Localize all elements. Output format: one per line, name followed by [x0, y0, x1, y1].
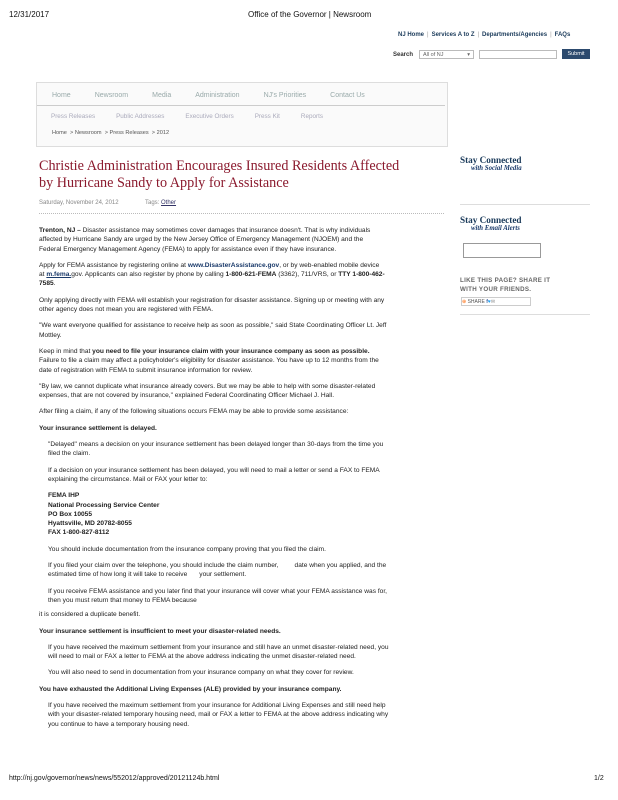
search-label: Search	[393, 52, 414, 58]
print-url: http://nj.gov/governor/news/news/552012/approved/20121124b.html	[9, 775, 220, 782]
stay-connected-heading: Stay Connected	[460, 215, 522, 225]
email-alerts-input[interactable]	[463, 243, 541, 258]
search-submit-button[interactable]: Submit	[562, 49, 590, 59]
text-span: Keep in mind that	[39, 347, 93, 355]
share-prompt	[460, 276, 550, 294]
mailing-address	[48, 491, 449, 537]
toplink-services[interactable]: Services A to Z	[431, 32, 475, 38]
text-line: other agency does not mean you are registered with FEMA.	[39, 306, 214, 314]
text-line	[39, 347, 449, 356]
dateline: Trenton, NJ –	[39, 227, 81, 234]
twitter-icon: ♥	[487, 299, 491, 305]
address-line: PO Box 10055	[48, 510, 92, 518]
text-span: estimated time of how long it will take to receive	[48, 571, 188, 579]
share-label: SHARE	[467, 299, 485, 305]
text-line: "Delayed" means a decision on your insurance settlement has been delayed longer than 30-days from the time you	[48, 441, 384, 449]
paragraph-apply	[39, 261, 449, 270]
text-line: affected by Hurricane Sandy are urged by the New Jersey Office of Emergency Management (NJOEM) and the	[39, 236, 364, 244]
print-title: Office of the Governor | Newsroom	[248, 10, 372, 19]
section-heading: You have exhausted the Additional Living Expenses (ALE) provided by your insurance company.	[39, 685, 342, 693]
article-tags	[145, 200, 176, 206]
subnav-public-addresses[interactable]: Public Addresses	[116, 113, 165, 120]
text-line: it is considered a duplicate benefit.	[39, 611, 141, 619]
toplink-departments[interactable]: Departments/Agencies	[482, 32, 548, 38]
share-prompt-line: WITH YOUR FRIENDS.	[460, 286, 532, 293]
social-media-subheading: with Social Media	[471, 165, 522, 172]
chevron-down-icon: ▾	[467, 52, 470, 58]
text-line	[39, 279, 449, 288]
text-line: Failure to file a claim may affect a policyholder's eligibility for disaster assistance. You have up to 12 months from the	[39, 357, 379, 365]
social-media-block[interactable]	[460, 155, 522, 172]
fema-phone: 1-800-621-FEMA	[225, 271, 277, 279]
tty-phone: TTY 1-800-462-	[338, 271, 385, 279]
print-page-number: 1/2	[594, 775, 604, 782]
text-line: filed the claim.	[48, 450, 91, 458]
text-span: (3362), 711/VRS, or	[276, 271, 339, 279]
text-line: You will also need to send in documentation from your insurance company on what they cover for review.	[48, 669, 354, 677]
share-prompt-line: LIKE THIS PAGE? SHARE IT	[460, 277, 551, 284]
top-links: NJ Home | Services A to Z | Departments/Agencies | FAQs	[398, 32, 571, 38]
text-line	[39, 270, 449, 279]
sidebar-divider	[460, 204, 590, 205]
nav-divider	[37, 105, 445, 106]
text-line: Disaster assistance may sometimes cover damages that insurance doesn't. That is why individuals	[80, 227, 371, 234]
address-line: FEMA IHP	[48, 492, 80, 500]
page-title	[39, 158, 399, 192]
text-line: you continue to have a temporary housing need.	[48, 720, 190, 728]
tty-phone-end: 7585	[39, 280, 54, 288]
print-date: 12/31/2017	[9, 10, 50, 19]
stay-connected-heading: Stay Connected	[460, 155, 522, 165]
text-span: your settlement.	[199, 571, 247, 579]
section-heading: Your insurance settlement is insufficient to meet your disaster-related needs.	[39, 627, 281, 635]
text-line: If a decision on your insurance settlement has been delayed, you will need to mail a letter or send a FAX to FEMA	[48, 466, 380, 474]
text-span: If you filed your claim over the telephone, you should include the claim number,	[48, 562, 279, 570]
text-line	[48, 570, 449, 579]
text-line: Only applying directly with FEMA will establish your registration for disaster assistance. Signing up or meeting with any	[39, 296, 385, 304]
text-span: , or by web-enabled mobile device	[279, 261, 380, 269]
address-line: Hyattsville, MD 20782-8055	[48, 520, 132, 528]
subnav-press-kit[interactable]: Press Kit	[254, 113, 280, 120]
text-span: gov. Applicants can also register by phone by calling	[71, 271, 226, 279]
nav-administration[interactable]: Administration	[195, 92, 240, 99]
text-span: date when you applied, and the	[294, 562, 387, 570]
text-line: with your disaster-related temporary housing need, mail or FAX a letter to FEMA at the above address indicating why	[48, 711, 389, 719]
nav-contact[interactable]: Contact Us	[330, 92, 365, 99]
text-line: If you have received the maximum settlement from your insurance for Additional Living Expenses and still need help	[48, 701, 386, 709]
email-icon: ✉	[490, 299, 496, 305]
title-line-1: Christie Administration Encourages Insured Residents Affected	[39, 158, 400, 174]
address-line: National Processing Service Center	[48, 501, 160, 509]
nav-home[interactable]: Home	[52, 92, 71, 99]
search-scope-select[interactable]	[419, 50, 474, 59]
paragraph-intro	[39, 226, 449, 235]
facebook-icon: f	[486, 299, 488, 305]
disaster-assistance-link[interactable]: www.DisasterAssistance.gov	[187, 261, 280, 269]
mobile-fema-link[interactable]: m.fema.	[46, 271, 72, 279]
text-line: "We want everyone qualified for assistance to receive help as soon as possible," said State Coordinating Officer Lt. Jeff	[39, 322, 387, 330]
text-line	[48, 561, 449, 570]
text-line: then you must return that money to FEMA because	[48, 596, 197, 604]
text-line: Federal Emergency Management Agency (FEMA) to apply for assistance even if they have insurance.	[39, 245, 337, 253]
tags-label: Tags:	[145, 200, 160, 206]
title-divider	[39, 213, 444, 214]
text-line: Mottley.	[39, 331, 62, 339]
search-scope-value: All of NJ	[423, 52, 444, 58]
text-line: date of registration with FEMA to submit insurance information for review.	[39, 366, 253, 374]
emphasis-text: you need to file your insurance claim with your insurance company as soon as possible.	[92, 347, 370, 355]
toplink-faqs[interactable]: FAQs	[554, 32, 571, 38]
breadcrumb[interactable]: Home > Newsroom > Press Releases > 2012	[52, 130, 170, 136]
subnav-press-releases[interactable]: Press Releases	[51, 113, 96, 120]
tag-link[interactable]: Other	[161, 200, 177, 206]
subnav-reports[interactable]: Reports	[300, 113, 323, 120]
sub-nav	[51, 113, 344, 120]
search-input[interactable]	[479, 50, 557, 59]
text-span: .	[53, 280, 56, 288]
text-line: explaining the circumstance. Mail or FAX your letter to:	[48, 475, 208, 483]
section-heading: Your insurance settlement is delayed.	[39, 424, 157, 432]
article-date: Saturday, November 24, 2012	[39, 200, 119, 206]
address-line: FAX 1-800-827-8112	[48, 529, 110, 537]
text-line: expenses, that are not covered by insurance," explained Federal Coordinating Officer Michael J. Hall.	[39, 392, 335, 400]
text-line: If you have received the maximum settlement from your insurance and still have an unmet disaster-related need, you	[48, 643, 389, 651]
main-nav	[52, 92, 389, 99]
share-button[interactable]	[461, 297, 531, 306]
text-line: If you receive FEMA assistance and you later find that your insurance will cover what your FEMA assistance was for,	[48, 587, 387, 595]
article-body	[39, 226, 449, 729]
email-alerts-subheading: with Email Alerts	[471, 225, 520, 232]
nav-newsroom[interactable]: Newsroom	[94, 92, 129, 99]
text-line: You should include documentation from the insurance company proving that you filed the claim.	[48, 545, 326, 553]
email-alerts-block	[460, 215, 522, 232]
share-icon: ⊕	[462, 299, 467, 305]
title-line-2: by Hurricane Sandy to Apply for Assistance	[39, 175, 289, 191]
subnav-executive-orders[interactable]: Executive Orders	[185, 113, 234, 120]
text-span: at	[39, 271, 47, 279]
sidebar-divider	[460, 314, 590, 315]
nav-priorities[interactable]: NJ's Priorities	[263, 92, 307, 99]
text-line: will need to mail or FAX a letter to FEMA at the above address indicating the unmet disaster-related need.	[48, 653, 356, 661]
text-line: "By law, we cannot duplicate what insurance already covers. But we may be able to help with some disaster-related	[39, 382, 376, 390]
text-line: After filing a claim, if any of the following situations occurs FEMA may be able to provide some assistance:	[39, 408, 349, 416]
toplink-nj-home[interactable]: NJ Home	[398, 32, 425, 38]
nav-media[interactable]: Media	[152, 92, 172, 99]
text-span: Apply for FEMA assistance by registering online at	[39, 261, 188, 269]
